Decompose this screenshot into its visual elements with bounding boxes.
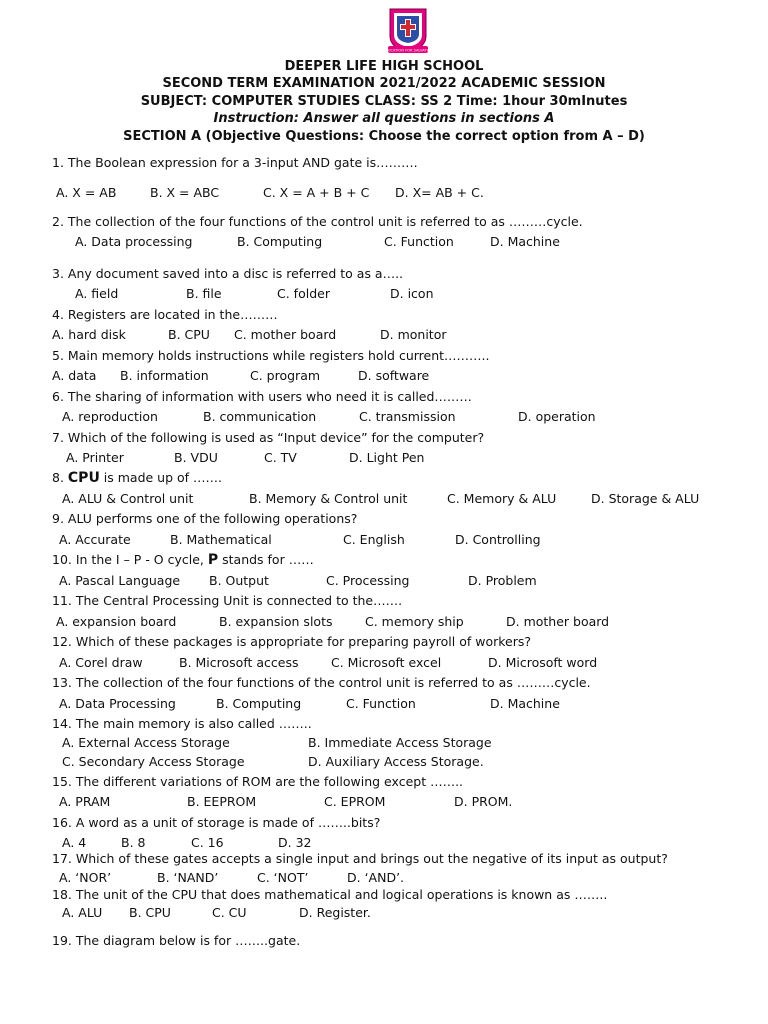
- question-3: 3. Any document saved into a disc is referred to as a…..: [52, 266, 404, 281]
- question-5: 5. Main memory holds instructions while registers hold current………..: [52, 348, 490, 363]
- q7-option-a: A. Printer: [66, 450, 124, 465]
- q17-option-a: A. ‘NOR’: [59, 870, 112, 885]
- q2-option-b: B. Computing: [237, 234, 323, 249]
- question-19: 19. The diagram below is for ……..gate.: [52, 933, 301, 948]
- q7-option-b: B. VDU: [174, 450, 218, 465]
- q6-option-b: B. communication: [203, 409, 317, 424]
- q1-option-b: B. X = ABC: [150, 185, 220, 200]
- q7-option-d: D. Light Pen: [349, 450, 425, 465]
- q10-option-b: B. Output: [209, 573, 269, 588]
- question-2: 2. The collection of the four functions of the control unit is referred to as ………cycle.: [52, 214, 583, 229]
- question-6: 6. The sharing of information with users who need it is called………: [52, 389, 472, 404]
- q13-option-d: D. Machine: [490, 696, 560, 711]
- q11-option-c: C. memory ship: [365, 614, 464, 629]
- q15-option-d: D. PROM.: [454, 794, 513, 809]
- q2-option-d: D. Machine: [490, 234, 560, 249]
- question-1: 1. The Boolean expression for a 3-input AND gate is……….: [52, 155, 418, 170]
- question-4: 4. Registers are located in the………: [52, 307, 278, 322]
- q17-option-c: C. ‘NOT’: [257, 870, 309, 885]
- q10-option-d: D. Problem: [468, 573, 537, 588]
- q14-option-b: B. Immediate Access Storage: [308, 735, 492, 750]
- q10-option-c: C. Processing: [326, 573, 410, 588]
- q4-option-c: C. mother board: [234, 327, 337, 342]
- q15-option-b: B. EEPROM: [187, 794, 257, 809]
- logo-banner-text: EDUCATION FOR SALVATION: [382, 48, 434, 53]
- q11-option-b: B. expansion slots: [219, 614, 333, 629]
- q6-option-d: D. operation: [518, 409, 596, 424]
- q14-option-a: A. External Access Storage: [62, 735, 230, 750]
- q13-option-a: A. Data Processing: [59, 696, 176, 711]
- q12-option-c: C. Microsoft excel: [331, 655, 442, 670]
- q6-option-a: A. reproduction: [62, 409, 158, 424]
- school-name: DEEPER LIFE HIGH SCHOOL: [284, 59, 484, 74]
- q4-option-a: A. hard disk: [52, 327, 126, 342]
- question-8: 8. CPU is made up of …….: [52, 470, 223, 486]
- q14-option-c: C. Secondary Access Storage: [62, 754, 245, 769]
- section-title: SECTION A (Objective Questions: Choose the correct option from A – D): [123, 129, 645, 144]
- q9-option-c: C. English: [343, 532, 405, 547]
- question-7: 7. Which of the following is used as “Input device” for the computer?: [52, 430, 485, 445]
- q9-option-a: A. Accurate: [59, 532, 131, 547]
- q18-option-b: B. CPU: [129, 905, 171, 920]
- q12-option-b: B. Microsoft access: [179, 655, 299, 670]
- q17-option-b: B. ‘NAND’: [157, 870, 219, 885]
- q15-option-c: C. EPROM: [324, 794, 386, 809]
- instruction: Instruction: Answer all questions in sections A: [213, 111, 555, 126]
- q18-option-d: D. Register.: [299, 905, 371, 920]
- question-16: 16. A word as a unit of storage is made of ……..bits?: [52, 815, 381, 830]
- q2-option-c: C. Function: [384, 234, 454, 249]
- q18-option-a: A. ALU: [62, 905, 103, 920]
- question-9: 9. ALU performs one of the following operations?: [52, 511, 358, 526]
- question-17: 17. Which of these gates accepts a single input and brings out the negative of its input as output?: [52, 851, 668, 866]
- q17-option-d: D. ‘AND’.: [347, 870, 405, 885]
- subject-line: SUBJECT: COMPUTER STUDIES CLASS: SS 2 Time: 1hour 30mInutes: [140, 94, 628, 109]
- q8-option-c: C. Memory & ALU: [447, 491, 557, 506]
- q8-option-a: A. ALU & Control unit: [62, 491, 194, 506]
- q5-option-c: C. program: [250, 368, 321, 383]
- q12-option-d: D. Microsoft word: [488, 655, 598, 670]
- q15-option-a: A. PRAM: [59, 794, 111, 809]
- q8-option-b: B. Memory & Control unit: [249, 491, 408, 506]
- q16-option-b: B. 8: [121, 835, 146, 850]
- q5-option-b: B. information: [120, 368, 209, 383]
- q1-option-a: A. X = AB: [56, 185, 117, 200]
- q9-option-d: D. Controlling: [455, 532, 541, 547]
- q4-option-b: B. CPU: [168, 327, 210, 342]
- q11-option-d: D. mother board: [506, 614, 610, 629]
- q16-option-c: C. 16: [191, 835, 224, 850]
- question-12: 12. Which of these packages is appropriate for preparing payroll of workers?: [52, 634, 532, 649]
- q3-option-c: C. folder: [277, 286, 330, 301]
- q3-option-b: B. file: [186, 286, 222, 301]
- q8-option-d: D. Storage & ALU: [591, 491, 700, 506]
- q10-option-a: A. Pascal Language: [59, 573, 181, 588]
- q4-option-d: D. monitor: [380, 327, 447, 342]
- question-13: 13. The collection of the four functions of the control unit is referred to as ………cycle.: [52, 675, 591, 690]
- q2-option-a: A. Data processing: [75, 234, 193, 249]
- q6-option-c: C. transmission: [359, 409, 456, 424]
- q7-option-c: C. TV: [264, 450, 297, 465]
- q13-option-c: C. Function: [346, 696, 416, 711]
- question-15: 15. The different variations of ROM are the following except ……..: [52, 774, 464, 789]
- q3-option-d: D. icon: [390, 286, 434, 301]
- q11-option-a: A. expansion board: [56, 614, 177, 629]
- q16-option-d: D. 32: [278, 835, 312, 850]
- q1-option-c: C. X = A + B + C: [263, 185, 370, 200]
- school-crest-icon: [382, 6, 434, 56]
- q12-option-a: A. Corel draw: [59, 655, 143, 670]
- question-10: 10. In the I – P - O cycle, P stands for ……: [52, 552, 314, 568]
- question-14: 14. The main memory is also called ……..: [52, 716, 312, 731]
- question-18: 18. The unit of the CPU that does mathematical and logical operations is known as ……..: [52, 887, 608, 902]
- q14-option-d: D. Auxiliary Access Storage.: [308, 754, 484, 769]
- q13-option-b: B. Computing: [216, 696, 302, 711]
- q3-option-a: A. field: [75, 286, 119, 301]
- q18-option-c: C. CU: [212, 905, 247, 920]
- question-11: 11. The Central Processing Unit is connected to the…….: [52, 593, 403, 608]
- exam-title: SECOND TERM EXAMINATION 2021/2022 ACADEMIC SESSION: [162, 76, 606, 91]
- q5-option-a: A. data: [52, 368, 97, 383]
- q9-option-b: B. Mathematical: [170, 532, 272, 547]
- q16-option-a: A. 4: [62, 835, 87, 850]
- q5-option-d: D. software: [358, 368, 430, 383]
- q1-option-d: D. X= AB + C.: [395, 185, 484, 200]
